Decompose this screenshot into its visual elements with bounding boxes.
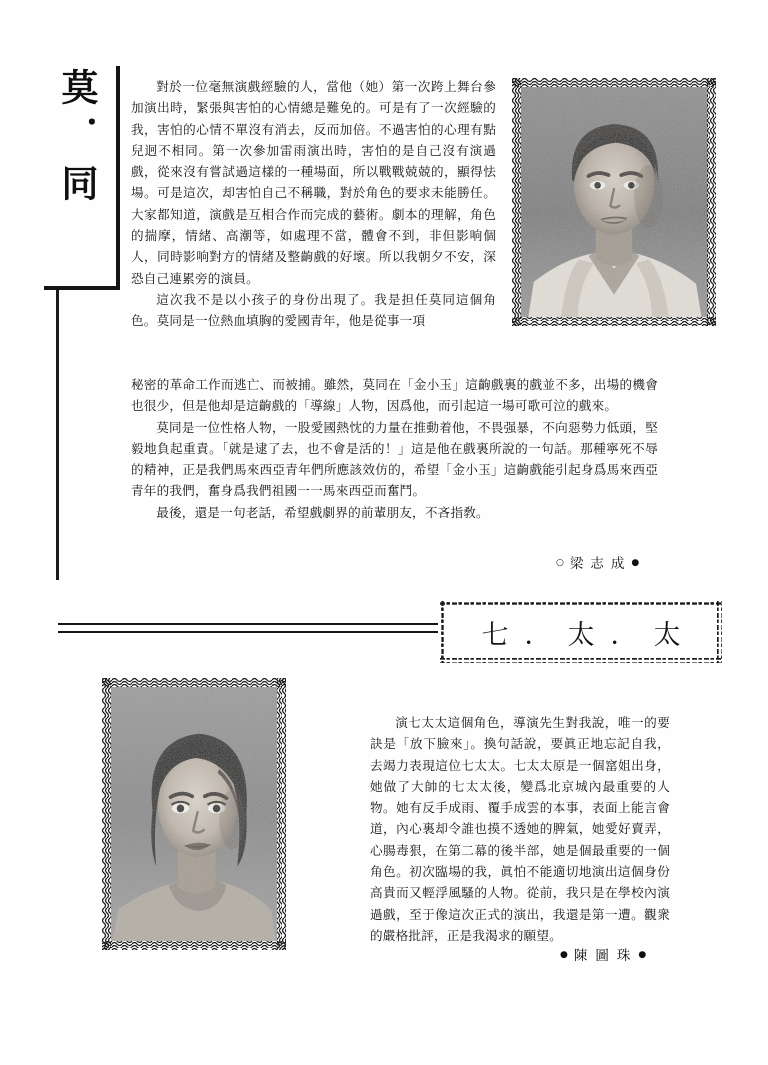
- paragraph: 這次我不是以小孩子的身份出現了。我是担任莫同這個角色。莫同是一位熱血填胸的愛國青年，他是從事一項: [131, 291, 496, 329]
- portrait-male-svg: [521, 87, 707, 317]
- article-two-body: [370, 712, 670, 946]
- byline-dot-left: ○: [556, 558, 570, 568]
- paragraph: 秘密的革命工作而逃亡、而被捕。雖然，莫同在「金小玉」這齣戲裏的戲並不多，出場的機會也很少，但是他却是這齣戲的「導線」人物，因爲他，而引起這一場可歌可泣的戲來。: [131, 377, 658, 414]
- paragraph: 演七太太這個角色，導演先生對我說，唯一的要訣是「放下臉來」。換句話說，要眞正地忘記自我，去竭力表現這位七太太。七太太原是一個窰姐出身，她做了大帥的七太太後，變爲北京城內最重要的人物。她有反手成雨、覆手成雲的本事，表面上能言會道，內心裏却令誰也摸不透她的脾氣，她愛好賣弄，心腸毒狠，在第二幕的後半部，她是個最重要的一個角色。初次臨場的我，眞怕不能適切地演出這個身份高貴而又輕浮風騷的人物。從前，我只是在學校內演過戲，至于像這次正式的演出，我還是第一遭。觀衆的嚴格批評，正是我渴求的願望。: [370, 715, 670, 943]
- byline-name: 陳圖珠: [573, 948, 639, 964]
- byline-dot-left: ●: [560, 950, 574, 960]
- article-one-body-wide: [131, 374, 658, 523]
- byline-dot-right: ●: [631, 558, 646, 568]
- paragraph: 對於一位毫無演戲經驗的人，當他（她）第一次跨上舞台參加演出時，緊張與害怕的心情總是難免的。可是有了一次經驗的我，害怕的心情不單沒有消去，反而加倍。不過害怕的心理有點兒迥不相同。第一次參加雷雨演出時，害怕的是自己沒有演過戲，從來沒有嘗試過這樣的一種場面，所以戰戰兢兢的，顯得怯場。可是這次，却害怕自己不稱職，對於角色的要求未能勝任。大家都知道，演戲是互相合作而完成的藝術。劇本的理解，角色的揣摩，情緒、高潮等，如處理不當，體會不到，非但影响個人，同時影响對方的情緒及整齣戲的好壞。所以我朝夕不安，深恐自己連累旁的演員。: [131, 79, 496, 286]
- portrait-image-female: [111, 687, 277, 941]
- article-two-byline: [560, 944, 652, 964]
- portrait-image-male: [521, 87, 707, 317]
- portrait-photo-top: [512, 78, 716, 326]
- portrait-photo-bottom: [102, 678, 286, 950]
- article-one-body-narrow: [131, 76, 496, 332]
- headline-vertical-rule: [116, 66, 120, 288]
- byline-dot-right: ●: [638, 950, 653, 960]
- article-one-title: 莫．同: [55, 68, 99, 212]
- portrait-female-svg: [111, 687, 277, 941]
- byline-name: 梁志成: [569, 556, 632, 572]
- article-two-title: 七．太．太: [481, 619, 697, 651]
- section-divider-line-lower: [58, 631, 438, 633]
- paragraph: 莫同是一位性格人物，一股愛國熱忱的力量在推動着他，不畏强暴，不向惡勢力低頭，堅毅地負起重責。「就是逮了去，也不會是活的！」這是他在戲裏所說的一句話。那種寧死不辱的精神，正是我們馬來西亞青年們所應該效仿的，希望「金小玉」這齣戲能引起身爲馬來西亞青年的我們，奮身爲我們祖國一一馬來西亞而奮鬥。: [131, 419, 658, 499]
- article-one-byline: [556, 552, 645, 572]
- section-divider-line-upper: [58, 623, 438, 625]
- left-gutter-rule: [56, 290, 59, 580]
- article-two-title-box: [440, 601, 722, 663]
- paragraph: 最後，還是一句老話，希望戲劇界的前輩朋友，不吝指敎。: [156, 504, 489, 520]
